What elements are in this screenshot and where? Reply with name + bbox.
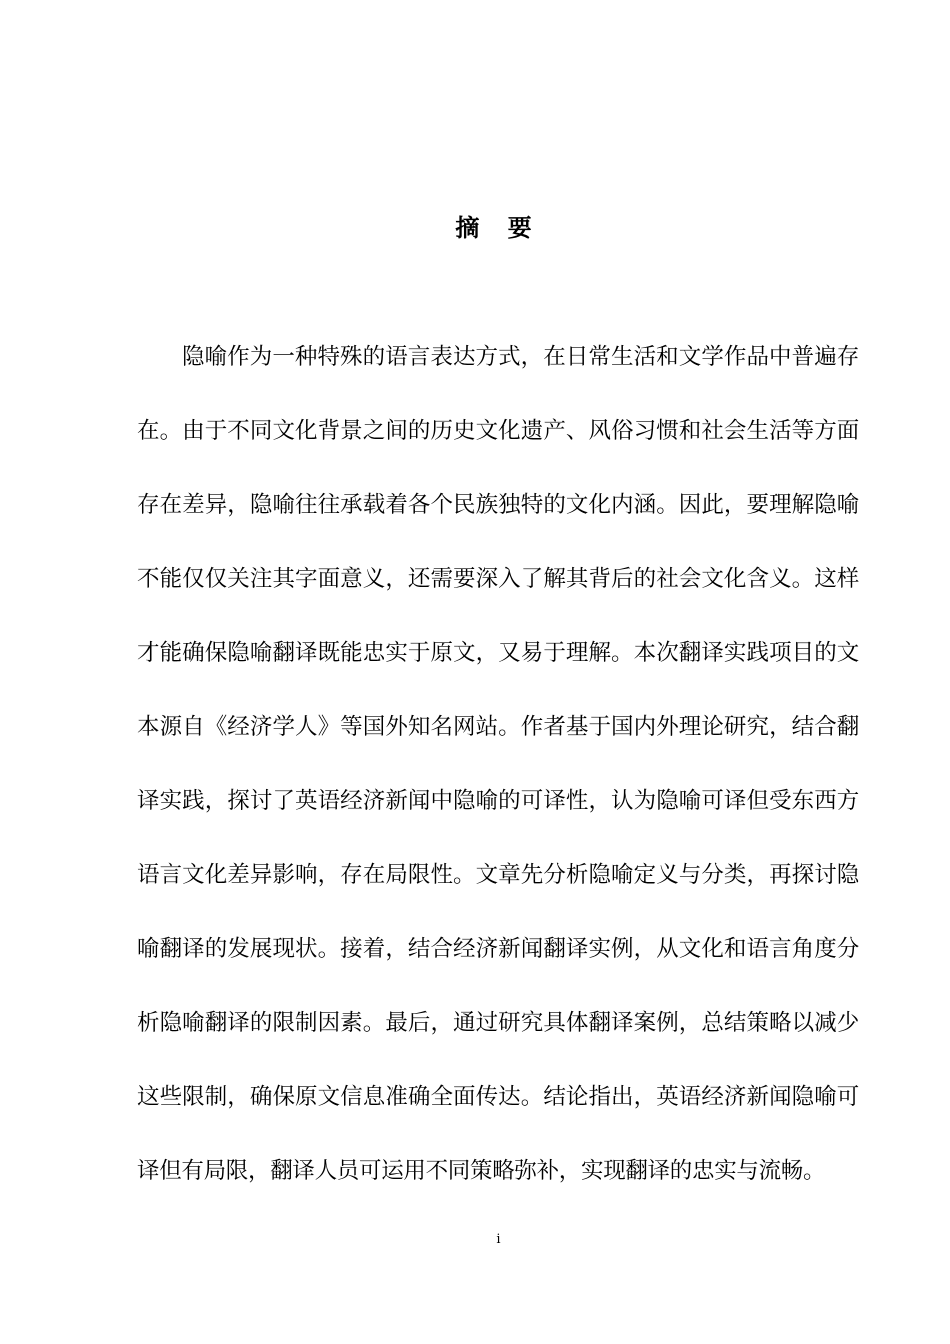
abstract-line: 不能仅仅关注其字面意义，还需要深入了解其背后的社会文化含义。这样 — [137, 566, 859, 592]
abstract-line: 才能确保隐喻翻译既能忠实于原文，又易于理解。本次翻译实践项目的文 — [137, 640, 859, 666]
page-number: i — [496, 1232, 501, 1247]
abstract-line: 译实践，探讨了英语经济新闻中隐喻的可译性，认为隐喻可译但受东西方 — [137, 788, 859, 814]
abstract-line: 语言文化差异影响，存在局限性。文章先分析隐喻定义与分类，再探讨隐 — [137, 862, 859, 888]
abstract-line: 在。由于不同文化背景之间的历史文化遗产、风俗习惯和社会生活等方面 — [137, 418, 859, 444]
abstract-line: 译但有局限，翻译人员可运用不同策略弥补，实现翻译的忠实与流畅。 — [137, 1158, 826, 1184]
abstract-line: 本源自《经济学人》等国外知名网站。作者基于国内外理论研究，结合翻 — [137, 714, 859, 740]
abstract-line: 喻翻译的发展现状。接着，结合经济新闻翻译实例，从文化和语言角度分 — [137, 936, 859, 962]
abstract-line: 隐喻作为一种特殊的语言表达方式，在日常生活和文学作品中普遍存 — [182, 344, 859, 370]
abstract-line: 析隐喻翻译的限制因素。最后，通过研究具体翻译案例，总结策略以减少 — [137, 1010, 859, 1036]
abstract-line: 这些限制，确保原文信息准确全面传达。结论指出，英语经济新闻隐喻可 — [137, 1084, 859, 1110]
abstract-title: 摘 要 — [455, 213, 542, 242]
abstract-line: 存在差异，隐喻往往承载着各个民族独特的文化内涵。因此，要理解隐喻 — [137, 492, 859, 518]
